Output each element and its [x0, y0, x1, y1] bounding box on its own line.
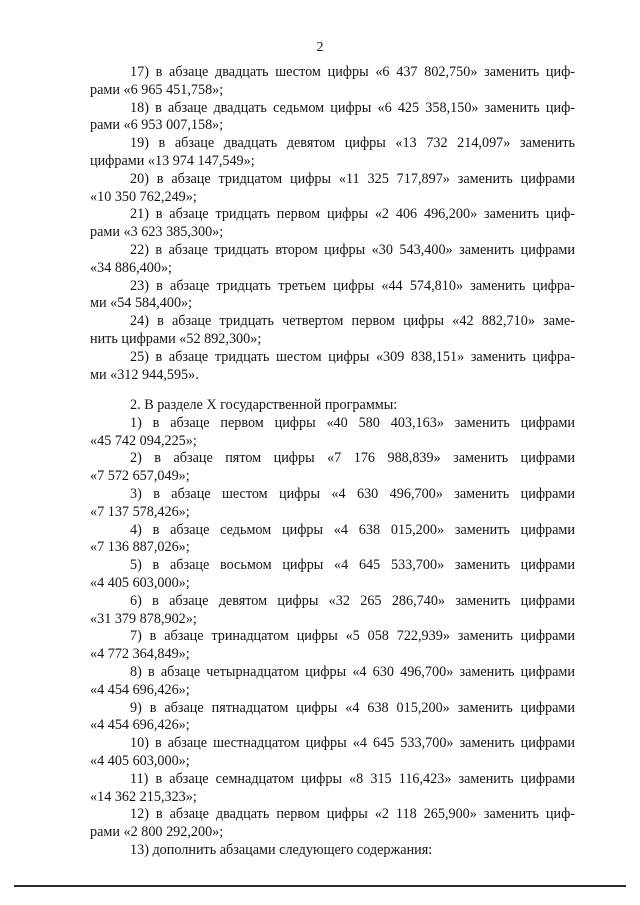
amendment-item: 1) в абзаце первом цифры «40 580 403,163» заменить цифрами «45 742 094,225»; — [90, 414, 575, 449]
amendments-list-section-2 — [90, 397, 575, 860]
amendments-list-section-1 — [90, 64, 575, 384]
amendment-item: 10) в абзаце шестнадцатом цифры «4 645 533,700» заменить цифрами «4 405 603,000»; — [90, 735, 575, 769]
amendment-item: 23) в абзаце тридцать третьем цифры «44 574,810» заменить цифра- ми «54 584,400»; — [90, 277, 575, 312]
amendment-item: 25) в абзаце тридцать шестом цифры «309 838,151» заменить цифра- ми «312 944,595». — [90, 348, 575, 383]
section-heading: 2. В разделе X государственной программы: — [130, 397, 398, 413]
amendment-item: 12) в абзаце двадцать первом цифры «2 118 265,900» заменить циф- рами «2 800 292,200»; — [90, 806, 575, 841]
page-number: 2 — [316, 40, 324, 55]
amendment-item: 24) в абзаце тридцать четвертом первом цифры «42 882,710» заме- нить цифрами «52 892,300»; — [90, 313, 575, 347]
final-amendment-line: 13) дополнить абзацами следующего содержания: — [130, 841, 433, 858]
amendment-item: 17) в абзаце двадцать шестом цифры «6 437 802,750» заменить циф- рами «6 965 451,758»; — [90, 64, 575, 98]
amendment-item: 22) в абзаце тридцать втором цифры «30 543,400» заменить цифрами «34 886,400»; — [90, 241, 575, 276]
amendment-item: 6) в абзаце девятом цифры «32 265 286,740» заменить цифрами «31 379 878,902»; — [90, 592, 575, 627]
amendment-item: 5) в абзаце восьмом цифры «4 645 533,700» заменить цифрами «4 405 603,000»; — [90, 557, 575, 591]
amendment-item: 4) в абзаце седьмом цифры «4 638 015,200» заменить цифрами «7 136 887,026»; — [90, 521, 575, 556]
amendment-item: 9) в абзаце пятнадцатом цифры «4 638 015,200» заменить цифрами «4 454 696,426»; — [90, 699, 575, 734]
amendment-item: 11) в абзаце семнадцатом цифры «8 315 116,423» заменить цифрами «14 362 215,323»; — [90, 770, 575, 805]
amendment-item: 8) в абзаце четырнадцатом цифры «4 630 496,700» заменить цифрами «4 454 696,426»; — [90, 663, 575, 698]
amendment-item: 19) в абзаце двадцать девятом цифры «13 732 214,097» заменить цифрами «13 974 147,549»; — [90, 135, 575, 169]
amendment-item: 2) в абзаце пятом цифры «7 176 988,839» заменить цифрами «7 572 657,049»; — [90, 450, 575, 485]
amendment-item: 21) в абзаце тридцать первом цифры «2 406 496,200» заменить циф- рами «3 623 385,300»; — [90, 206, 575, 241]
amendment-item: 18) в абзаце двадцать седьмом цифры «6 425 358,150» заменить циф- рами «6 953 007,158»; — [90, 99, 575, 134]
amendment-item: 20) в абзаце тридцатом цифры «11 325 717,897» заменить цифрами «10 350 762,249»; — [90, 170, 575, 205]
amendment-item: 7) в абзаце тринадцатом цифры «5 058 722,939» заменить цифрами «4 772 364,849»; — [90, 628, 575, 663]
bottom-divider — [14, 885, 626, 887]
amendment-item: 3) в абзаце шестом цифры «4 630 496,700» заменить цифрами «7 137 578,426»; — [90, 485, 575, 520]
